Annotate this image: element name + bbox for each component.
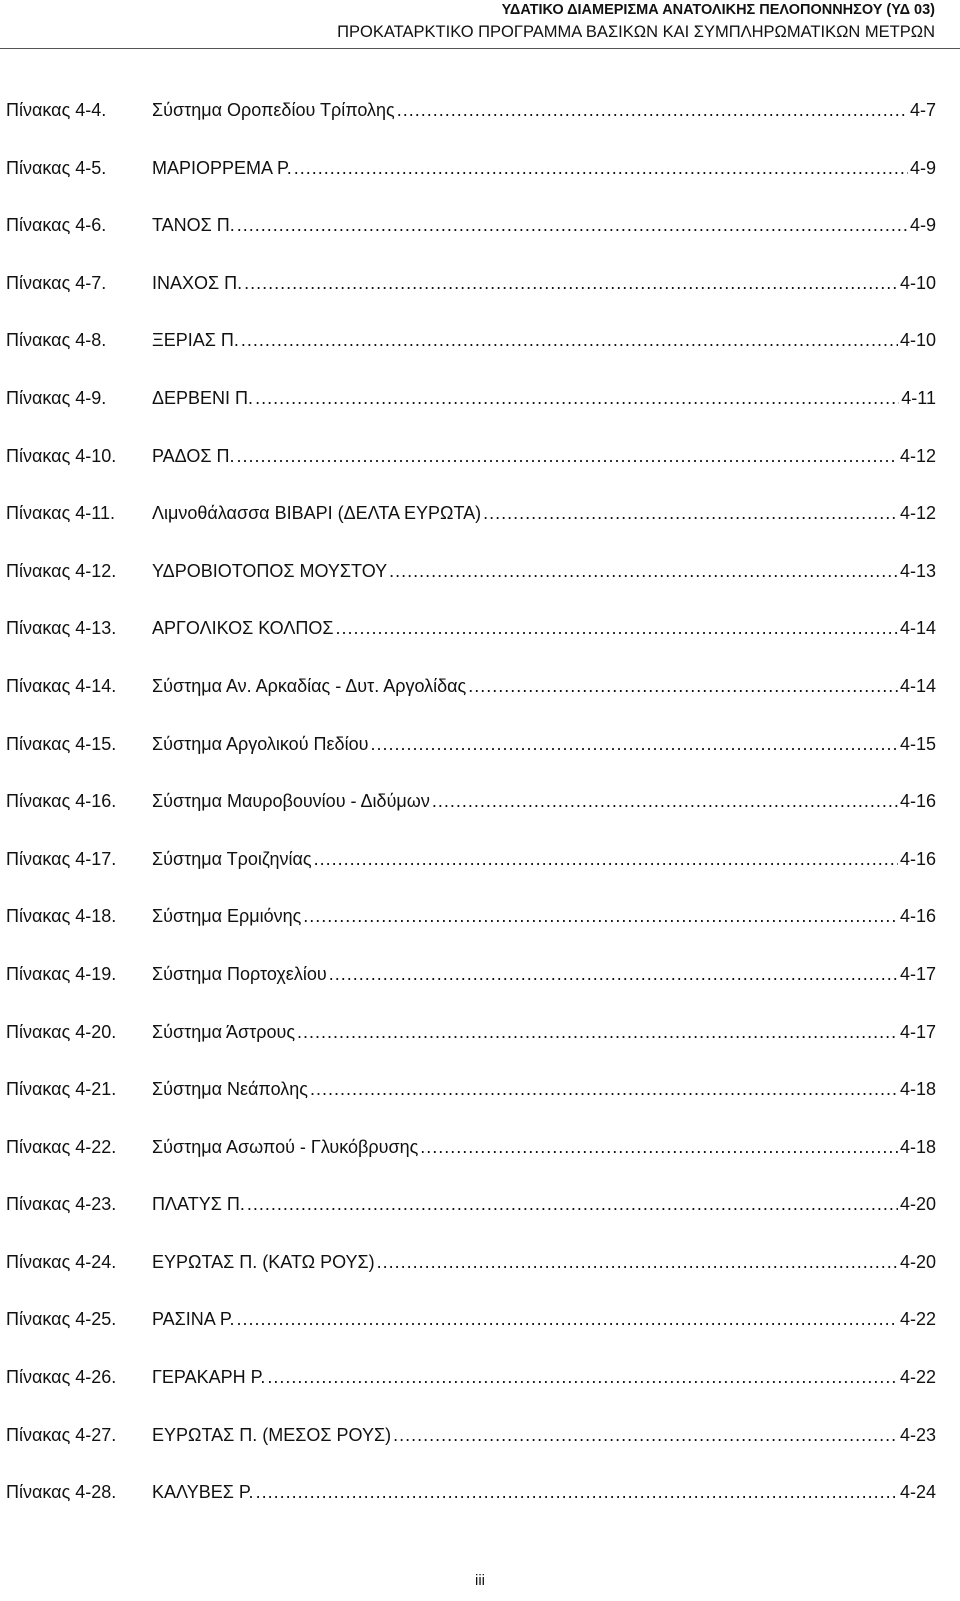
toc-dot-leader xyxy=(255,386,899,410)
toc-entry-page: 4-10 xyxy=(899,330,936,351)
toc-dot-leader xyxy=(303,904,898,928)
toc-entry-label: Πίνακας 4-18. xyxy=(6,906,117,927)
toc-dot-leader xyxy=(237,1307,898,1331)
toc-entry[interactable] xyxy=(6,559,936,617)
toc-entry-title: Σύστημα Μαυροβουνίου - Διδύμων xyxy=(152,791,430,812)
toc-entry-title-line xyxy=(152,616,936,640)
toc-entry-title-line xyxy=(152,1135,936,1159)
toc-entry-title-line xyxy=(152,1020,936,1044)
toc-entry-title-line xyxy=(152,962,936,986)
toc-entry-title: ΔΕΡΒΕΝΙ Π. xyxy=(152,387,254,408)
toc-entry[interactable] xyxy=(6,271,936,329)
toc-entry[interactable] xyxy=(6,386,936,444)
toc-entry-title: ΥΔΡΟΒΙΟΤΟΠΟΣ ΜΟΥΣΤΟΥ xyxy=(152,560,388,581)
toc-entry[interactable] xyxy=(6,1250,936,1308)
toc-entry-title: ΙΝΑΧΟΣ Π. xyxy=(152,272,243,293)
toc-dot-leader xyxy=(393,1423,898,1447)
toc-entry-title-line xyxy=(152,674,936,698)
toc-entry-title-line xyxy=(152,1307,936,1331)
toc-entry-page: 4-11 xyxy=(901,387,936,408)
toc-entry-title-line xyxy=(152,1077,936,1101)
toc-entry[interactable] xyxy=(6,444,936,502)
toc-dot-leader xyxy=(310,1077,898,1101)
toc-entry-page: 4-24 xyxy=(899,1482,936,1503)
toc-entry-title-line xyxy=(152,1192,936,1216)
toc-dot-leader xyxy=(244,271,898,295)
toc-entry-title: ΡΑΔΟΣ Π. xyxy=(152,445,235,466)
toc-entry-label: Πίνακας 4-5. xyxy=(6,157,107,178)
toc-entry-title-line xyxy=(152,98,936,122)
toc-entry-title-line xyxy=(152,1480,936,1504)
toc-entry-page: 4-17 xyxy=(899,963,936,984)
toc-entry-label: Πίνακας 4-25. xyxy=(6,1309,117,1330)
toc-entry-page: 4-14 xyxy=(899,675,936,696)
toc-dot-leader xyxy=(370,732,898,756)
toc-entry[interactable] xyxy=(6,616,936,674)
toc-dot-leader xyxy=(420,1135,898,1159)
toc-entry-title: Σύστημα Ερμιόνης xyxy=(152,906,302,927)
toc-entry[interactable] xyxy=(6,501,936,559)
toc-dot-leader xyxy=(256,1480,898,1504)
toc-entry-title: Λιμνοθάλασσα ΒΙΒΑΡΙ (ΔΕΛΤΑ ΕΥΡΩΤΑ) xyxy=(152,503,482,524)
toc-entry-title-line xyxy=(152,328,936,352)
toc-entry-page: 4-14 xyxy=(899,618,936,639)
toc-entry-title: ΞΕΡΙΑΣ Π. xyxy=(152,330,239,351)
toc-entry[interactable] xyxy=(6,1020,936,1078)
page-number: iii xyxy=(475,1572,485,1589)
header-district-title: ΥΔΑΤΙΚΟ ΔΙΑΜΕΡΙΣΜΑ ΑΝΑΤΟΛΙΚΗΣ ΠΕΛΟΠΟΝΝΗΣΟΥ (ΥΔ 03) xyxy=(501,2,935,18)
toc-entry-title-line xyxy=(152,213,936,237)
toc-entry-label: Πίνακας 4-13. xyxy=(6,618,117,639)
toc-entry-label: Πίνακας 4-4. xyxy=(6,100,107,120)
toc-entry[interactable] xyxy=(6,98,936,156)
toc-entry-label: Πίνακας 4-8. xyxy=(6,330,107,351)
toc-entry[interactable] xyxy=(6,1135,936,1193)
toc-entry[interactable] xyxy=(6,847,936,905)
toc-dot-leader xyxy=(468,674,898,698)
toc-dot-leader xyxy=(377,1250,898,1274)
toc-entry-title-line xyxy=(152,1250,936,1274)
toc-entry-title: ΕΥΡΩΤΑΣ Π. (ΚΑΤΩ ΡΟΥΣ) xyxy=(152,1251,375,1272)
toc-entry-page: 4-12 xyxy=(899,445,936,466)
toc-entry-label: Πίνακας 4-10. xyxy=(6,445,117,466)
toc-entry-title-line xyxy=(152,789,936,813)
toc-entry-title: Σύστημα Οροπεδίου Τρίπολης xyxy=(152,100,395,120)
toc-entry-page: 4-20 xyxy=(899,1251,936,1272)
toc-entry-label: Πίνακας 4-11. xyxy=(6,503,115,524)
toc-entry-label: Πίνακας 4-22. xyxy=(6,1136,117,1157)
toc-dot-leader xyxy=(236,444,898,468)
toc-entry-page: 4-23 xyxy=(899,1424,936,1445)
toc-entry-label: Πίνακας 4-6. xyxy=(6,215,107,236)
toc-entry-title: ΤΑΝΟΣ Π. xyxy=(152,215,235,236)
toc-entry-title: Σύστημα Αν. Αρκαδίας - Δυτ. Αργολίδας xyxy=(152,675,467,696)
toc-entry-label: Πίνακας 4-9. xyxy=(6,387,107,408)
toc-entry-title: ΕΥΡΩΤΑΣ Π. (ΜΕΣΟΣ ΡΟΥΣ) xyxy=(152,1424,392,1445)
toc-entry-label: Πίνακας 4-12. xyxy=(6,560,117,581)
toc-dot-leader xyxy=(336,616,898,640)
toc-entry[interactable] xyxy=(6,1192,936,1250)
toc-entry[interactable] xyxy=(6,328,936,386)
toc-entry-label: Πίνακας 4-24. xyxy=(6,1251,117,1272)
toc-entry[interactable] xyxy=(6,1423,936,1481)
toc-entry[interactable] xyxy=(6,1365,936,1423)
toc-entry-page: 4-18 xyxy=(899,1079,936,1100)
toc-entry-page: 4-9 xyxy=(909,157,936,178)
toc-entry-page: 4-16 xyxy=(899,906,936,927)
toc-entry-title: Σύστημα Τροιζηνίας xyxy=(152,848,312,869)
toc-entry[interactable] xyxy=(6,1077,936,1135)
toc-entry[interactable] xyxy=(6,213,936,271)
toc-entry-page: 4-22 xyxy=(899,1367,936,1388)
toc-dot-leader xyxy=(297,1020,898,1044)
toc-entry-label: Πίνακας 4-7. xyxy=(6,272,107,293)
toc-dot-leader xyxy=(397,98,908,122)
toc-entry-title: Σύστημα Άστρους xyxy=(152,1021,295,1042)
toc-entry-label: Πίνακας 4-27. xyxy=(6,1424,117,1445)
toc-entry-label: Πίνακας 4-17. xyxy=(6,848,117,869)
toc-entry-title-line xyxy=(152,847,936,871)
toc-entry-label: Πίνακας 4-15. xyxy=(6,733,117,754)
header-divider xyxy=(0,48,960,49)
toc-entry[interactable] xyxy=(6,156,936,214)
toc-entry-page: 4-12 xyxy=(899,503,936,524)
toc-entry-title-line xyxy=(152,904,936,928)
toc-dot-leader xyxy=(432,789,898,813)
toc-entry-page: 4-17 xyxy=(899,1021,936,1042)
toc-entry-title: Σύστημα Αργολικού Πεδίου xyxy=(152,733,369,754)
toc-dot-leader xyxy=(314,847,898,871)
toc-entry-title: Σύστημα Ασωπού - Γλυκόβρυσης xyxy=(152,1136,419,1157)
toc-entry-label: Πίνακας 4-21. xyxy=(6,1079,117,1100)
toc-dot-leader xyxy=(294,156,908,180)
toc-entry-title: Σύστημα Νεάπολης xyxy=(152,1079,308,1100)
toc-entry-title-line xyxy=(152,444,936,468)
toc-entry-title-line xyxy=(152,156,936,180)
toc-entry[interactable] xyxy=(6,789,936,847)
toc-entry-page: 4-10 xyxy=(899,272,936,293)
toc-entry-title: ΓΕΡΑΚΑΡΗ Ρ. xyxy=(152,1367,266,1388)
toc-dot-leader xyxy=(267,1365,898,1389)
header-program-title: ΠΡΟΚΑΤΑΡΚΤΙΚΟ ΠΡΟΓΡΑΜΜΑ ΒΑΣΙΚΩΝ ΚΑΙ ΣΥΜΠΛΗΡΩΜΑΤΙΚΩΝ ΜΕΤΡΩΝ xyxy=(337,23,935,41)
toc-entry-page: 4-9 xyxy=(909,215,936,236)
toc-entry-title-line xyxy=(152,386,936,410)
toc-entry-page: 4-7 xyxy=(909,100,936,120)
page-header xyxy=(0,0,960,52)
toc-entry-title-line xyxy=(152,1365,936,1389)
toc-entry-page: 4-18 xyxy=(899,1136,936,1157)
toc-entry-label: Πίνακας 4-19. xyxy=(6,963,117,984)
toc-dot-leader xyxy=(389,559,898,583)
table-of-tables-list xyxy=(6,98,936,1538)
toc-entry-page: 4-15 xyxy=(899,733,936,754)
toc-entry-title-line xyxy=(152,1423,936,1447)
toc-entry-page: 4-13 xyxy=(899,560,936,581)
toc-entry-title-line xyxy=(152,271,936,295)
toc-dot-leader xyxy=(247,1192,898,1216)
toc-entry[interactable] xyxy=(6,962,936,1020)
toc-entry-label: Πίνακας 4-23. xyxy=(6,1194,117,1215)
toc-entry-label: Πίνακας 4-16. xyxy=(6,791,117,812)
toc-entry-title-line xyxy=(152,559,936,583)
toc-entry[interactable] xyxy=(6,1480,936,1538)
toc-entry-page: 4-16 xyxy=(899,848,936,869)
toc-entry-title: ΠΛΑΤΥΣ Π. xyxy=(152,1194,245,1215)
toc-entry[interactable] xyxy=(6,1307,936,1365)
toc-entry-title-line xyxy=(152,732,936,756)
toc-entry-page: 4-16 xyxy=(899,791,936,812)
toc-entry[interactable] xyxy=(6,732,936,790)
toc-entry-label: Πίνακας 4-20. xyxy=(6,1021,117,1042)
toc-entry[interactable] xyxy=(6,674,936,732)
toc-entry-title: ΡΑΣΙΝΑ Ρ. xyxy=(152,1309,235,1330)
toc-entry-title: Σύστημα Πορτοχελίου xyxy=(152,963,327,984)
toc-entry-page: 4-20 xyxy=(899,1194,936,1215)
toc-dot-leader xyxy=(329,962,898,986)
toc-entry[interactable] xyxy=(6,904,936,962)
toc-dot-leader xyxy=(241,328,898,352)
toc-entry-label: Πίνακας 4-28. xyxy=(6,1482,117,1503)
toc-entry-title-line xyxy=(152,501,936,525)
toc-entry-label: Πίνακας 4-14. xyxy=(6,675,117,696)
toc-dot-leader xyxy=(237,213,908,237)
toc-entry-title: ΜΑΡΙΟΡΡΕΜΑ Ρ. xyxy=(152,157,292,178)
toc-entry-title: ΚΑΛΥΒΕΣ Ρ. xyxy=(152,1482,254,1503)
toc-entry-title: ΑΡΓΟΛΙΚΟΣ ΚΟΛΠΟΣ xyxy=(152,618,334,639)
toc-entry-label: Πίνακας 4-26. xyxy=(6,1367,117,1388)
toc-entry-page: 4-22 xyxy=(899,1309,936,1330)
toc-dot-leader xyxy=(483,501,898,525)
